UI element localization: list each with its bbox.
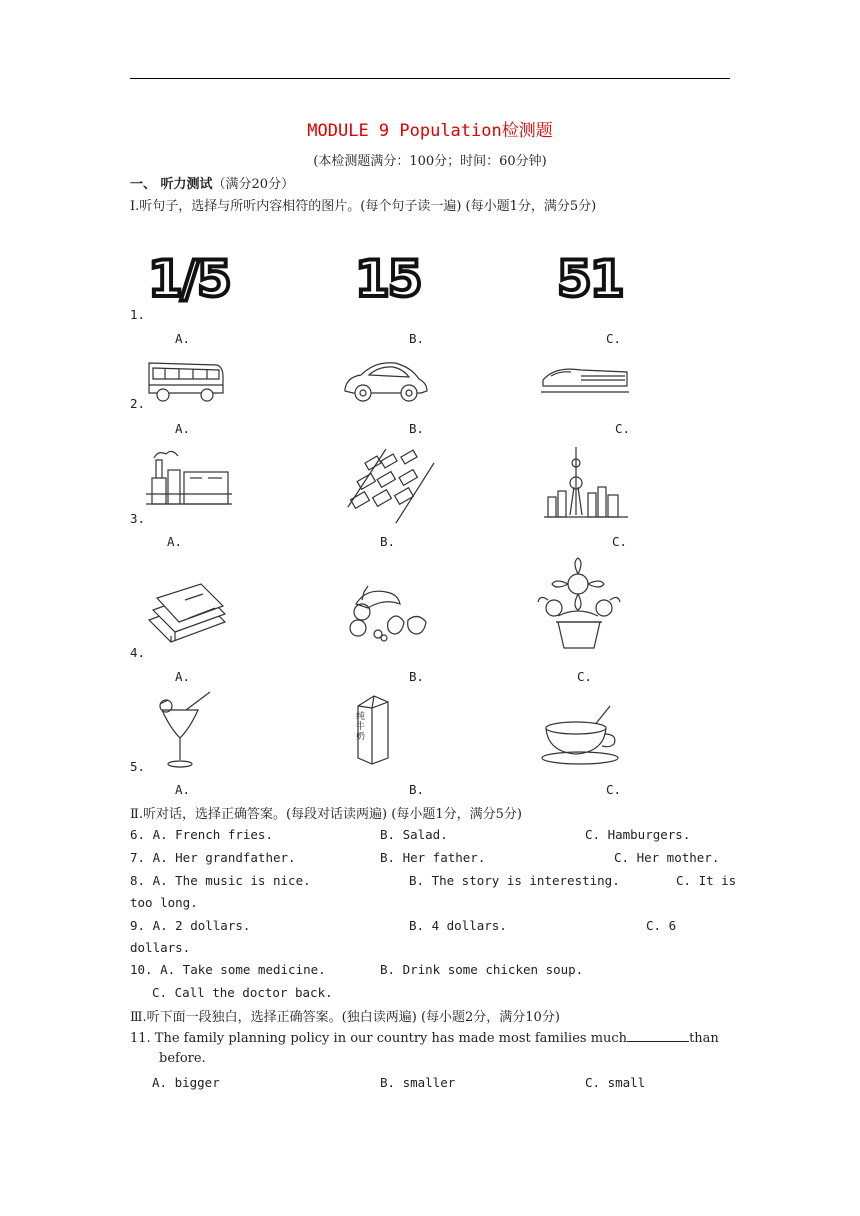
q1-option-c: C. xyxy=(606,331,622,346)
q10-option-c: C. Call the doctor back. xyxy=(152,985,333,1000)
q11-answer-blank xyxy=(627,1029,689,1042)
image-number-15: 15 xyxy=(355,250,421,308)
q9-option-b: B. 4 dollars. xyxy=(409,918,507,933)
q9-option-a: 9. A. 2 dollars. xyxy=(130,918,251,933)
bus-icon xyxy=(145,355,227,405)
q3-option-c: C. xyxy=(612,534,628,549)
q8-option-a: 8. A. The music is nice. xyxy=(130,873,311,888)
top-rule xyxy=(130,78,730,79)
part-2-instruction: Ⅱ.听对话，选择正确答案。(每段对话读两遍) (每小题1分，满分5分) xyxy=(130,807,522,822)
factory-icon xyxy=(144,448,234,508)
part-1-instruction: Ⅰ.听句子，选择与所听内容相符的图片。(每个句子读一遍) (每小题1分，满分5分) xyxy=(130,199,597,214)
q7-option-b: B. Her father. xyxy=(380,850,486,865)
q11-option-c: C. small xyxy=(585,1075,646,1090)
page-subtitle: (本检测题满分：100分；时间：60分钟) xyxy=(313,154,547,169)
q5-number: 5. xyxy=(130,759,146,774)
q3-option-b: B. xyxy=(380,534,396,549)
section-1-heading-text: 一、 听力测试 xyxy=(130,177,213,192)
q3-number: 3. xyxy=(130,511,146,526)
q4-option-b: B. xyxy=(409,669,425,684)
q10-option-b: B. Drink some chicken soup. xyxy=(380,962,584,977)
q2-option-c: C. xyxy=(615,421,631,436)
q8-option-c: C. It is xyxy=(676,873,737,888)
q5-option-a: A. xyxy=(175,782,191,797)
image-fraction-1-5: 1/5 xyxy=(148,250,230,308)
q11-option-b: B. smaller xyxy=(380,1075,456,1090)
q4-number: 4. xyxy=(130,645,146,660)
q9-option-c: C. 6 xyxy=(646,918,677,933)
image-number-51: 51 xyxy=(557,250,623,308)
q4-option-a: A. xyxy=(175,669,191,684)
q1-number: 1. xyxy=(130,307,146,322)
q2-option-a: A. xyxy=(175,421,191,436)
q3-option-a: A. xyxy=(167,534,183,549)
q6-option-b: B. Salad. xyxy=(380,827,448,842)
q5-option-c: C. xyxy=(606,782,622,797)
q6-option-a: 6. A. French fries. xyxy=(130,827,273,842)
q7-option-a: 7. A. Her grandfather. xyxy=(130,850,296,865)
flower-pot-icon xyxy=(528,556,630,658)
q7-option-c: C. Her mother. xyxy=(614,850,720,865)
fruit-icon xyxy=(340,582,432,644)
q11-stem xyxy=(130,1029,719,1046)
train-icon xyxy=(541,362,629,396)
milk-carton-label: 纯牛奶 xyxy=(356,712,366,742)
car-icon xyxy=(339,357,431,407)
q2-number: 2. xyxy=(130,396,146,411)
q11-stem-continued: before. xyxy=(159,1051,206,1066)
q4-option-c: C. xyxy=(577,669,593,684)
q10-option-a: 10. A. Take some medicine. xyxy=(130,962,326,977)
traffic-jam-icon xyxy=(346,447,436,525)
section-1-heading-note: （满分20分） xyxy=(212,177,295,192)
city-skyline-icon xyxy=(544,445,628,523)
part-3-instruction: Ⅲ.听下面一段独白，选择正确答案。(独白读两遍) (每小题2分，满分10分) xyxy=(130,1010,560,1025)
q11-option-a: A. bigger xyxy=(152,1075,220,1090)
q8-option-b: B. The story is interesting. xyxy=(409,873,620,888)
books-icon xyxy=(145,580,229,646)
q11-stem-text: 11. The family planning policy in our country has made most families much xyxy=(130,1031,628,1046)
q6-option-c: C. Hamburgers. xyxy=(585,827,691,842)
juice-glass-icon xyxy=(156,688,216,770)
q1-option-b: B. xyxy=(409,331,425,346)
q11-stem-after: than xyxy=(689,1031,719,1046)
tea-cup-icon xyxy=(540,702,626,766)
q9-option-c-continued: dollars. xyxy=(130,940,191,955)
page-title: MODULE 9 Population检测题 xyxy=(307,121,553,141)
q5-option-b: B. xyxy=(409,782,425,797)
section-1-heading xyxy=(130,173,294,192)
q8-option-c-continued: too long. xyxy=(130,895,198,910)
q2-option-b: B. xyxy=(409,421,425,436)
q1-option-a: A. xyxy=(175,331,191,346)
